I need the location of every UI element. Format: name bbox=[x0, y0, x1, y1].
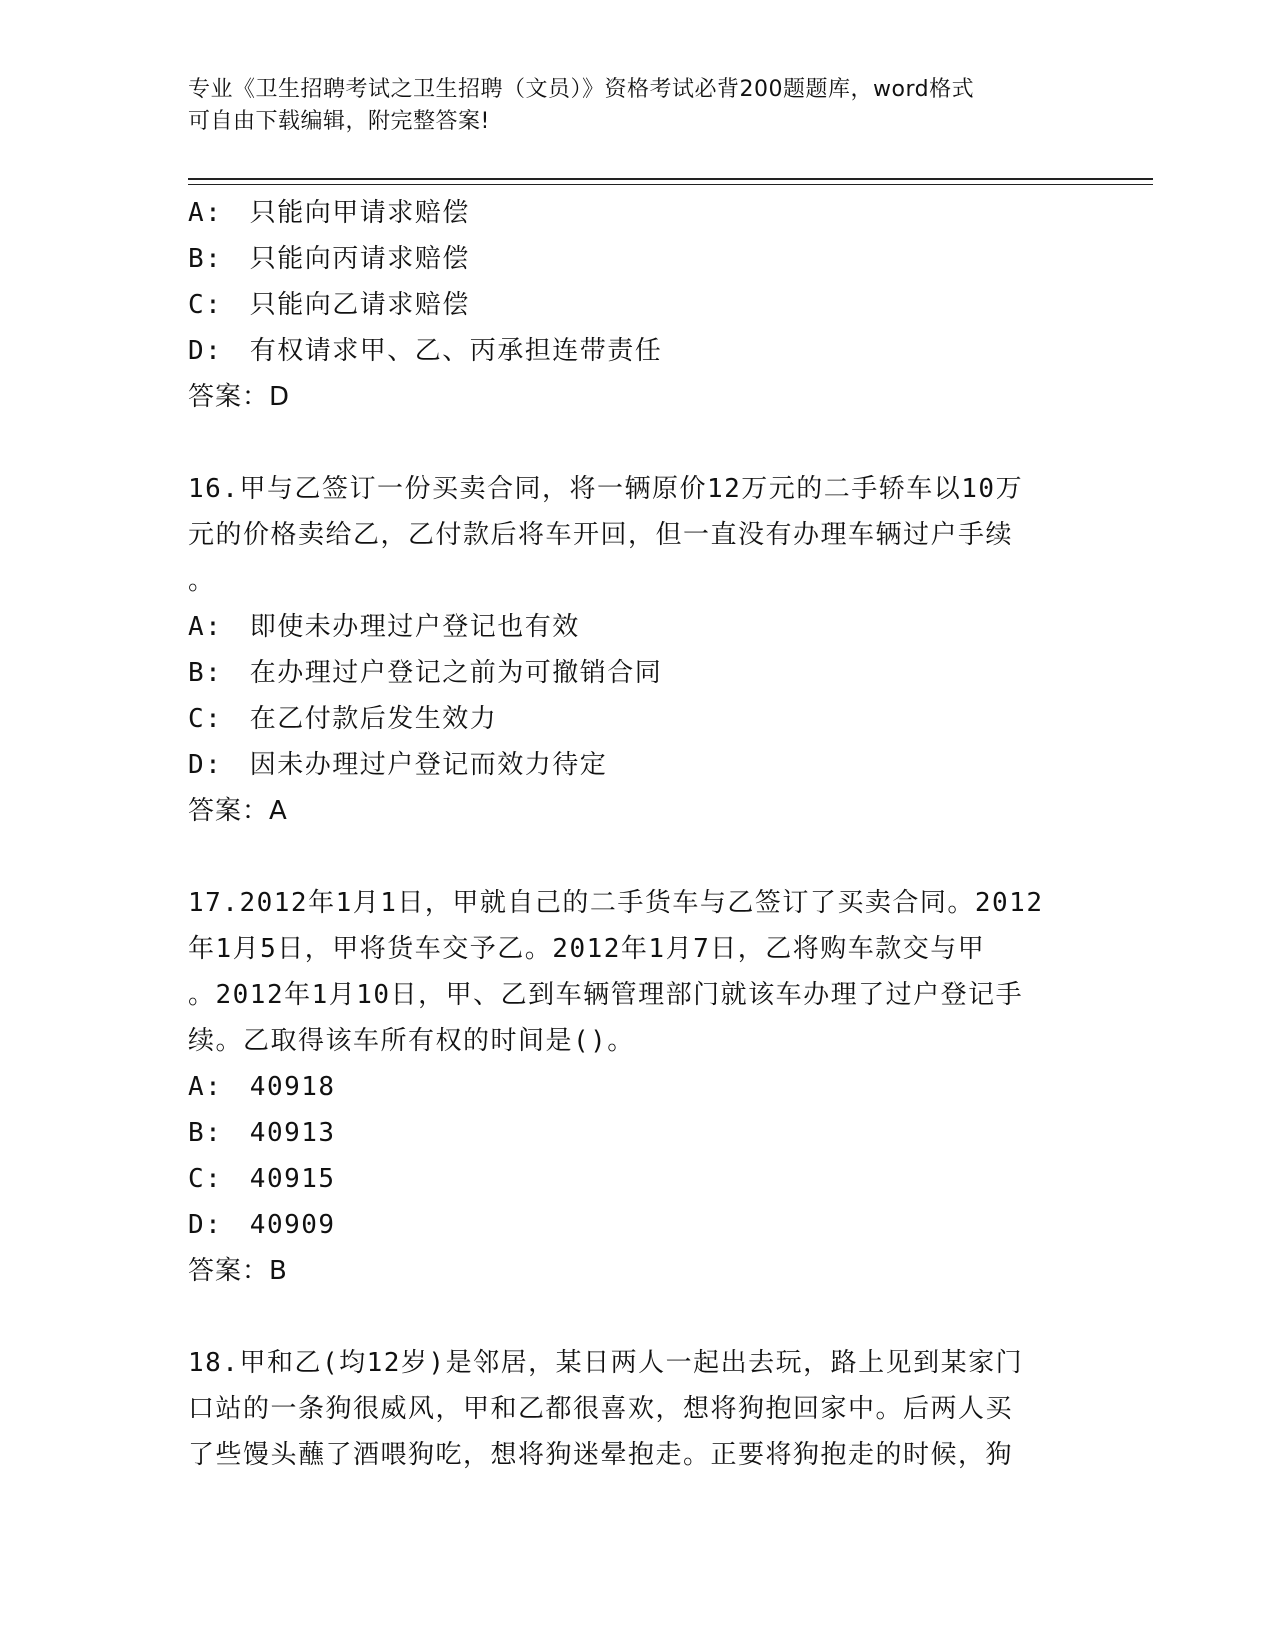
question-stem-line: 17.2012年1月1日，甲就自己的二手货车与乙签订了买卖合同。2012 bbox=[188, 888, 1044, 918]
header-rule-thin bbox=[188, 184, 1153, 185]
option-a: A: 40918 bbox=[188, 1072, 336, 1102]
option-c: C: 只能向乙请求赔偿 bbox=[188, 290, 470, 320]
question-17 bbox=[188, 880, 1088, 1294]
spacer bbox=[188, 420, 1088, 466]
option-a: A: 只能向甲请求赔偿 bbox=[188, 198, 470, 228]
spacer bbox=[188, 834, 1088, 880]
question-stem-line: 18.甲和乙(均12岁)是邻居，某日两人一起出去玩，路上见到某家门 bbox=[188, 1348, 1024, 1378]
option-b: B: 只能向丙请求赔偿 bbox=[188, 244, 470, 274]
option-c: C: 在乙付款后发生效力 bbox=[188, 704, 498, 734]
option-d: D: 因未办理过户登记而效力待定 bbox=[188, 750, 608, 780]
option-d: D: 40909 bbox=[188, 1210, 336, 1240]
question-list bbox=[188, 190, 1088, 1478]
question-stem-line: 口站的一条狗很威风，甲和乙都很喜欢，想将狗抱回家中。后两人买 bbox=[188, 1394, 1014, 1424]
header-rule-thick bbox=[188, 178, 1153, 180]
question-stem-line: 。 bbox=[188, 566, 216, 596]
question-18 bbox=[188, 1340, 1088, 1478]
question-stem-line: 。2012年1月10日，甲、乙到车辆管理部门就该车办理了过户登记手 bbox=[188, 980, 1024, 1010]
header-title-line-2: 可自由下载编辑，附完整答案! bbox=[188, 109, 490, 134]
option-c: C: 40915 bbox=[188, 1164, 336, 1194]
question-15 bbox=[188, 190, 1088, 420]
answer-line: 答案：A bbox=[188, 796, 288, 826]
page-header bbox=[188, 74, 1088, 138]
answer-line: 答案：D bbox=[188, 382, 291, 412]
question-stem-line: 了些馒头蘸了酒喂狗吃，想将狗迷晕抱走。正要将狗抱走的时候，狗 bbox=[188, 1440, 1014, 1470]
question-stem-line: 16.甲与乙签订一份买卖合同，将一辆原价12万元的二手轿车以10万 bbox=[188, 474, 1024, 504]
option-d: D: 有权请求甲、乙、丙承担连带责任 bbox=[188, 336, 663, 366]
option-b: B: 在办理过户登记之前为可撤销合同 bbox=[188, 658, 663, 688]
question-16 bbox=[188, 466, 1088, 834]
spacer bbox=[188, 1294, 1088, 1340]
question-stem-line: 元的价格卖给乙，乙付款后将车开回，但一直没有办理车辆过户手续 bbox=[188, 520, 1014, 550]
header-title-line-1: 专业《卫生招聘考试之卫生招聘（文员）》资格考试必背200题题库，word格式 bbox=[188, 77, 975, 102]
question-stem-line: 续。乙取得该车所有权的时间是()。 bbox=[188, 1026, 635, 1056]
option-a: A: 即使未办理过户登记也有效 bbox=[188, 612, 580, 642]
answer-line: 答案：B bbox=[188, 1256, 288, 1286]
question-stem-line: 年1月5日，甲将货车交予乙。2012年1月7日，乙将购车款交与甲 bbox=[188, 934, 986, 964]
option-b: B: 40913 bbox=[188, 1118, 336, 1148]
